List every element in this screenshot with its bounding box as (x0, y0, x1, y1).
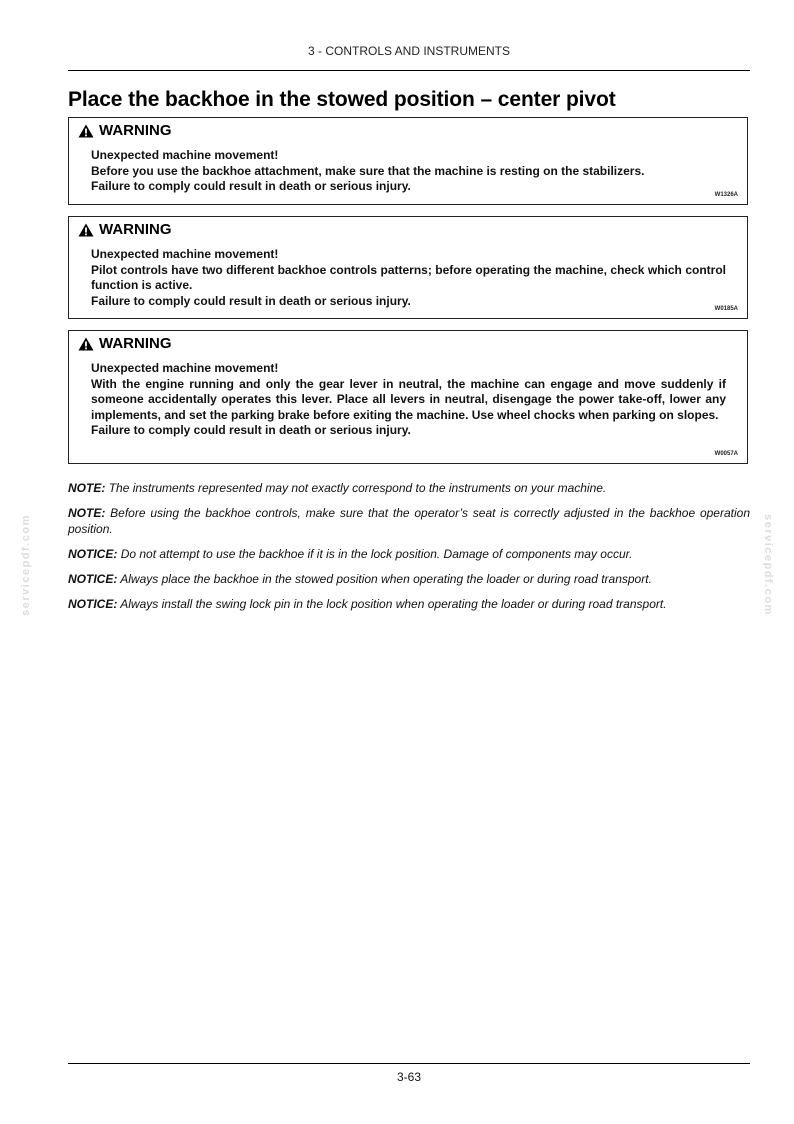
note-label: NOTE: (68, 481, 106, 495)
notice-label: NOTICE: (68, 547, 118, 561)
warning-text (91, 148, 726, 195)
notice-text: Do not attempt to use the backhoe if it is in the lock position. Damage of components may occur. (120, 547, 633, 561)
warning-code: W1326A (714, 192, 738, 198)
note-paragraph (68, 480, 750, 496)
warning-box-3 (68, 330, 748, 464)
warning-line: With the engine running and only the gear lever in neutral, the machine can engage and move suddenly if someone accidentally operates this lever. Place all levers in neutral, disengage the power take-off, lower any implements, and set the parking brake before exiting the machine. Use wheel chocks when parking on slopes. (91, 376, 726, 422)
notice-paragraph (68, 571, 750, 587)
warning-line: Failure to comply could result in death or serious injury. (91, 423, 411, 437)
footer-rule (68, 1063, 750, 1064)
notes-section (68, 480, 750, 621)
note-text: The instruments represented may not exactly correspond to the instruments on your machine. (108, 481, 607, 495)
warning-line: Failure to comply could result in death or serious injury. (91, 179, 411, 193)
warning-line: Unexpected machine movement! (91, 361, 279, 375)
notice-label: NOTICE: (68, 572, 118, 586)
warning-line: Unexpected machine movement! (91, 247, 279, 261)
warning-heading-text: WARNING (99, 221, 172, 238)
warning-heading-text: WARNING (99, 335, 172, 352)
note-text: Before using the backhoe controls, make sure that the operator’s seat is correctly adjusted in the backhoe operation position. (68, 506, 750, 536)
warning-line: Unexpected machine movement! (91, 148, 279, 162)
warning-heading (78, 221, 172, 238)
notice-text: Always install the swing lock pin in the lock position when operating the loader or during road transport. (120, 597, 667, 611)
notice-text: Always place the backhoe in the stowed position when operating the loader or during road transport. (120, 572, 652, 586)
note-paragraph (68, 505, 750, 537)
notice-label: NOTICE: (68, 597, 118, 611)
page-number: 3-63 (396, 1070, 422, 1084)
note-label: NOTE: (68, 506, 106, 520)
warning-text (91, 247, 726, 309)
warning-box-2 (68, 216, 748, 319)
warning-triangle-icon (78, 124, 94, 138)
notice-paragraph (68, 546, 750, 562)
notice-paragraph (68, 596, 750, 612)
warning-code: W0185A (714, 306, 738, 312)
warning-box-1 (68, 117, 748, 205)
warning-line: Failure to comply could result in death or serious injury. (91, 293, 411, 308)
warning-line: Pilot controls have two different backhoe controls patterns; before operating the machine, check which control function is active. (91, 262, 726, 292)
page-header: 3 - CONTROLS AND INSTRUMENTS (307, 44, 511, 58)
warning-heading-text: WARNING (99, 122, 172, 139)
warning-line: Before you use the backhoe attachment, make sure that the machine is resting on the stabilizers. (91, 163, 645, 178)
watermark-left: servicepdf.com (20, 514, 32, 616)
warning-heading (78, 335, 172, 352)
warning-heading (78, 122, 172, 139)
header-rule (68, 70, 750, 71)
warning-triangle-icon (78, 337, 94, 351)
warning-triangle-icon (78, 223, 94, 237)
page-title: Place the backhoe in the stowed position – center pivot (68, 88, 616, 111)
warning-text (91, 361, 726, 439)
watermark-right: servicepdf.com (762, 514, 774, 616)
warning-code: W0057A (714, 451, 738, 457)
